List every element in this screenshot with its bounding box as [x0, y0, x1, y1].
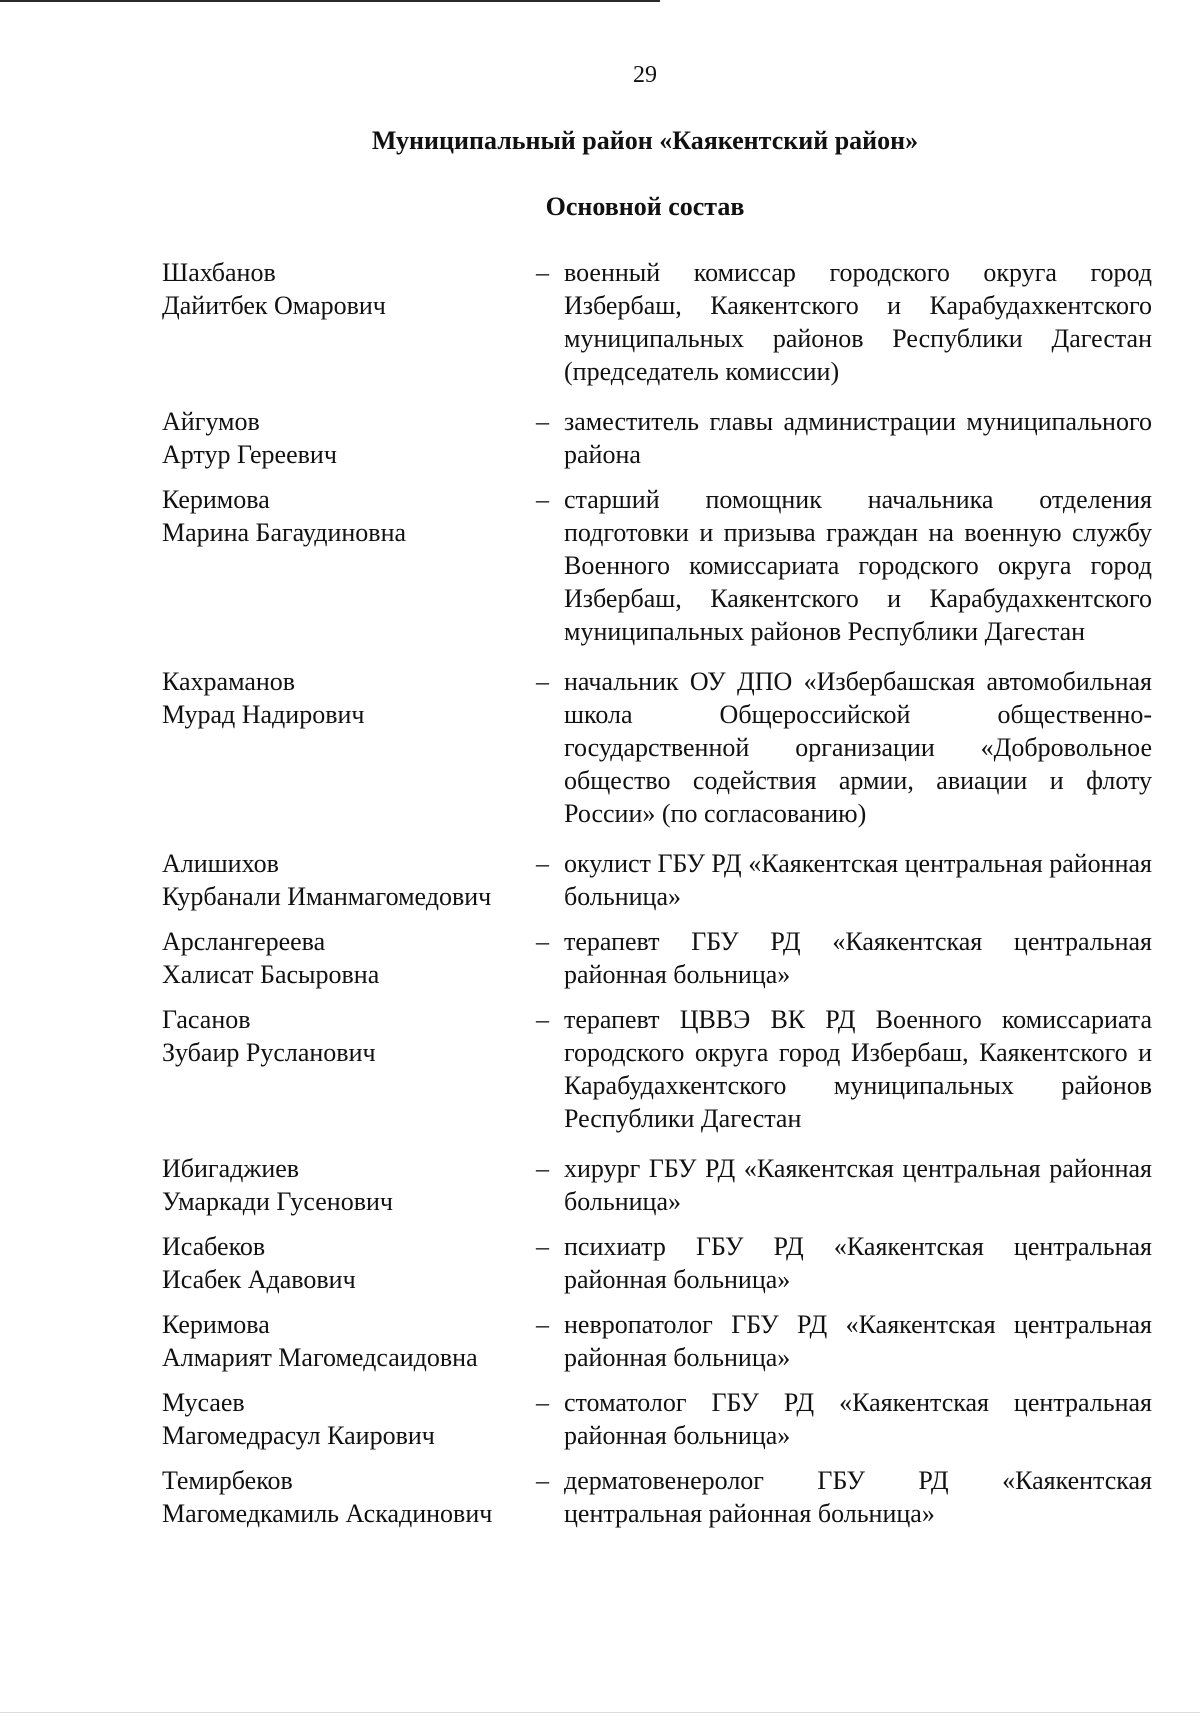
member-name	[162, 256, 532, 388]
dash-separator: –	[536, 258, 549, 287]
member-position: хирург ГБУ РД «Каякентская центральная районная больница»	[564, 1154, 1152, 1216]
member-row	[162, 405, 1152, 471]
member-row	[162, 256, 1152, 388]
member-given-name: Магомедкамиль Аскадинович	[162, 1499, 493, 1528]
member-surname: Исабеков	[162, 1232, 266, 1261]
member-position: начальник ОУ ДПО «Избербашская автомобильная школа Общероссийской общественно-государственной организации «Добровольное общество содействия армии, авиации и флоту России» (по согласованию)	[564, 667, 1152, 828]
member-given-name: Магомедрасул Каирович	[162, 1421, 435, 1450]
scan-edge-line	[0, 1712, 1200, 1713]
document-title: Муниципальный район «Каякентский район»	[371, 126, 919, 155]
member-name	[162, 483, 532, 648]
member-position: дерматовенеролог ГБУ РД «Каякентская центральная районная больница»	[564, 1466, 1152, 1528]
member-row	[162, 925, 1152, 991]
member-row	[162, 1308, 1152, 1374]
member-surname: Шахбанов	[162, 258, 276, 287]
member-surname: Арслангереева	[162, 927, 326, 956]
member-surname: Гасанов	[162, 1005, 251, 1034]
member-surname: Мусаев	[162, 1388, 245, 1417]
dash-separator: –	[536, 1232, 549, 1261]
dash-separator: –	[536, 407, 549, 436]
member-position: невропатолог ГБУ РД «Каякентская центральная районная больница»	[564, 1310, 1152, 1372]
member-given-name: Умаркади Гусенович	[162, 1187, 393, 1216]
member-surname: Кахраманов	[162, 667, 296, 696]
member-surname: Темирбеков	[162, 1466, 293, 1495]
member-name	[162, 665, 532, 830]
dash-separator: –	[536, 667, 549, 696]
member-surname: Керимова	[162, 485, 270, 514]
dash-separator: –	[536, 849, 549, 878]
member-position: военный комиссар городского округа город Избербаш, Каякентского и Карабудахкентского муниципальных районов Республики Дагестан (председатель комиссии)	[564, 258, 1152, 386]
member-position: старший помощник начальника отделения подготовки и призыва граждан на военную службу Военного комиссариата городского округа город Избербаш, Каякентского и Карабудахкентского муниципальных районов Республики Дагестан	[564, 485, 1152, 646]
member-name	[162, 1464, 532, 1530]
members-list	[162, 256, 1152, 1530]
member-given-name: Курбанали Иманмагомедович	[162, 882, 492, 911]
member-name	[162, 1003, 532, 1135]
member-name	[162, 1308, 532, 1374]
member-row	[162, 1230, 1152, 1296]
member-row	[162, 483, 1152, 648]
member-given-name: Артур Гереевич	[162, 440, 337, 469]
member-row	[162, 665, 1152, 830]
member-name	[162, 1386, 532, 1452]
member-position: окулист ГБУ РД «Каякентская центральная районная больница»	[564, 849, 1152, 911]
member-surname: Ибигаджиев	[162, 1154, 300, 1183]
member-given-name: Дайитбек Омарович	[162, 291, 386, 320]
member-position: терапевт ГБУ РД «Каякентская центральная районная больница»	[564, 927, 1152, 989]
member-given-name: Исабек Адавович	[162, 1265, 356, 1294]
member-name	[162, 405, 532, 471]
member-row	[162, 847, 1152, 913]
member-given-name: Алмарият Магомедсаидовна	[162, 1343, 478, 1372]
member-given-name: Марина Багаудиновна	[162, 518, 407, 547]
member-row	[162, 1003, 1152, 1135]
member-given-name: Мурад Надирович	[162, 700, 365, 729]
member-row	[162, 1386, 1152, 1452]
dash-separator: –	[536, 1388, 549, 1417]
dash-separator: –	[536, 1005, 549, 1034]
member-position: заместитель главы администрации муниципального района	[564, 407, 1152, 469]
member-name	[162, 1230, 532, 1296]
member-position: терапевт ЦВВЭ ВК РД Военного комиссариата городского округа город Избербаш, Каякентского и Карабудахкентского муниципальных районов Республики Дагестан	[564, 1005, 1152, 1133]
member-given-name: Зубаир Русланович	[162, 1038, 376, 1067]
member-row	[162, 1464, 1152, 1530]
member-surname: Алишихов	[162, 849, 279, 878]
dash-separator: –	[536, 485, 549, 514]
dash-separator: –	[536, 927, 549, 956]
member-surname: Керимова	[162, 1310, 270, 1339]
dash-separator: –	[536, 1466, 549, 1495]
member-given-name: Халисат Басыровна	[162, 960, 380, 989]
member-name	[162, 847, 532, 913]
section-subtitle: Основной состав	[545, 192, 745, 221]
page-number: 29	[633, 62, 657, 88]
member-row	[162, 1152, 1152, 1218]
member-name	[162, 925, 532, 991]
member-surname: Айгумов	[162, 407, 260, 436]
member-position: стоматолог ГБУ РД «Каякентская центральная районная больница»	[564, 1388, 1152, 1450]
member-position: психиатр ГБУ РД «Каякентская центральная районная больница»	[564, 1232, 1152, 1294]
dash-separator: –	[536, 1310, 549, 1339]
member-name	[162, 1152, 532, 1218]
scan-edge-line	[0, 0, 660, 2]
dash-separator: –	[536, 1154, 549, 1183]
